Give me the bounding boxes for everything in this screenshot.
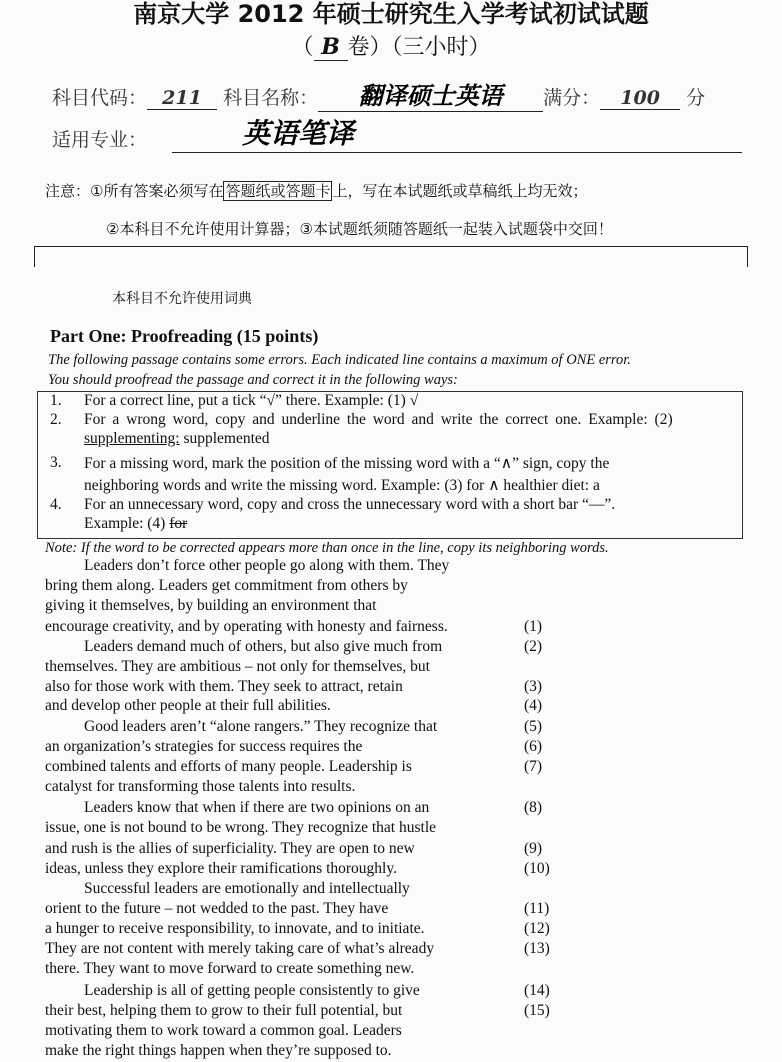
no-dictionary-note: 本科目不允许使用词典 xyxy=(112,291,252,307)
rule-example-rest: supplemented xyxy=(179,430,270,447)
notice-label: 注意： xyxy=(45,182,91,200)
line-number: (8) xyxy=(524,799,543,816)
part-one-intro-2: You should proofread the passage and correct it in the following ways: xyxy=(48,372,458,388)
rule-number: 3. xyxy=(50,454,62,471)
section-divider-box xyxy=(34,246,748,267)
passage-line: and develop other people at their full abilities. xyxy=(45,697,331,714)
passage-line: a hunger to receive responsibility, to innovate, and to initiate. xyxy=(45,920,425,937)
passage-line: catalyst for transforming those talents into results. xyxy=(45,778,356,795)
rule-text: For a missing word, mark the position of the missing word with a “∧” sign, copy the xyxy=(84,455,610,472)
full-score: 100 xyxy=(600,87,680,110)
subject-name-label: 科目名称： xyxy=(223,87,319,109)
passage-line: Successful leaders are emotionally and intellectually xyxy=(84,880,410,897)
passage-line: combined talents and efforts of many people. Leadership is xyxy=(45,758,412,775)
passage-line: an organization’s strategies for success requires the xyxy=(45,738,363,755)
line-number: (2) xyxy=(524,638,543,655)
rule-number: 4. xyxy=(50,496,62,513)
passage-line: issue, one is not bound to be wrong. They recognize that hustle xyxy=(45,819,437,836)
line-number: (12) xyxy=(524,920,550,937)
passage-line: Good leaders aren’t “alone rangers.” They recognize that xyxy=(84,718,438,735)
notice-2: ②本科目不允许使用计算器；③本试题纸须随答题纸一起装入试题袋中交回！ xyxy=(106,220,613,238)
passage-line: also for those work with them. They seek to attract, retain xyxy=(45,678,403,695)
passage-line: giving it themselves, by building an environment that xyxy=(45,597,377,614)
line-number: (7) xyxy=(524,758,543,775)
rule-example-underlined: supplementing: xyxy=(84,430,180,447)
full-score-unit: 分 xyxy=(686,87,706,109)
line-number: (4) xyxy=(524,697,543,714)
line-number: (10) xyxy=(524,860,550,877)
subject-code-label: 科目代码： xyxy=(52,87,148,109)
line-number: (6) xyxy=(524,738,543,755)
subject-row xyxy=(52,76,705,112)
line-number: (14) xyxy=(524,982,550,999)
passage-line: make the right things happen when they’re supposed to. xyxy=(45,1042,392,1059)
rule-text: For an unnecessary word, copy and cross the unnecessary word with a short bar “—”. xyxy=(84,496,616,513)
passage-line: Leadership is all of getting people consistently to give xyxy=(84,982,420,999)
passage-line: their best, helping them to grow to their full potential, but xyxy=(45,1002,403,1019)
major-row xyxy=(52,125,147,152)
full-score-label: 满分： xyxy=(543,87,601,109)
passage-line: motivating them to work toward a common goal. Leaders xyxy=(45,1022,402,1039)
rule-example-struck: for xyxy=(169,515,188,532)
rules-box xyxy=(37,391,743,539)
part-one-title: Part One: Proofreading (15 points) xyxy=(50,326,319,346)
rule-example-prefix: Example: (4) xyxy=(84,515,170,532)
part-one-intro-1: The following passage contains some errors. Each indicated line contains a maximum of ONE error. xyxy=(48,352,631,368)
rule-text-2: neighboring words and write the missing word. Example: (3) for ∧ healthier diet: a xyxy=(84,477,600,494)
paper-type: B xyxy=(314,34,348,61)
passage-line: bring them along. Leaders get commitment from others by xyxy=(45,577,408,594)
rule-number: 2. xyxy=(50,411,62,428)
line-number: (9) xyxy=(524,840,543,857)
rule-4 xyxy=(50,496,616,532)
rule-3 xyxy=(50,454,610,494)
passage-line: Leaders don’t force other people go along with them. They xyxy=(84,557,450,574)
line-number: (3) xyxy=(524,678,543,695)
passage-line: orient to the future – not wedded to the past. They have xyxy=(45,900,389,917)
notice-1-boxed: 答题纸或答题卡 xyxy=(225,182,331,200)
major-value: 英语笔译 xyxy=(172,112,742,153)
passage-line: Leaders know that when if there are two opinions on an xyxy=(84,799,430,816)
rule-text: For a wrong word, copy and underline the word and write the correct one. Example: (2) xyxy=(84,411,673,428)
passage-line: there. They want to move forward to create something new. xyxy=(45,960,415,977)
line-number: (13) xyxy=(524,940,550,957)
paper-prefix: （ xyxy=(291,35,314,60)
notice-1-text-a: ①所有答案必须写在 xyxy=(90,182,224,200)
passage-line: and rush is the allies of superficiality. They are open to new xyxy=(45,840,415,857)
line-number: (11) xyxy=(524,900,550,917)
rule-1 xyxy=(50,392,419,410)
rule-number: 1. xyxy=(50,392,62,409)
notice-1-text-b: 上，写在本试题纸或草稿纸上均无效； xyxy=(332,182,588,200)
passage-line: encourage creativity, and by operating with honesty and fairness. xyxy=(45,618,448,635)
passage-line: themselves. They are ambitious – not only for themselves, but xyxy=(45,658,430,675)
passage-line: Leaders demand much of others, but also give much from xyxy=(84,638,443,655)
line-number: (15) xyxy=(524,1002,550,1019)
line-number: (5) xyxy=(524,718,543,735)
notice-1 xyxy=(45,180,588,201)
part-one-note: Note: If the word to be corrected appears more than once in the line, copy its neighboring words. xyxy=(45,540,609,556)
major-label: 适用专业： xyxy=(52,129,148,151)
passage-line: ideas, unless they explore their ramifications thoroughly. xyxy=(45,860,397,877)
subject-code: 211 xyxy=(147,87,217,110)
subject-name: 翻译硕士英语 xyxy=(318,76,543,112)
line-number: (1) xyxy=(524,618,543,635)
exam-title: 南京大学 2012 年硕士研究生入学考试初试试题 xyxy=(133,0,649,28)
paper-info xyxy=(0,30,782,61)
paper-suffix: 卷）（三小时） xyxy=(347,35,491,60)
passage-line: They are not content with merely taking care of what’s already xyxy=(45,940,435,957)
rule-text: For a correct line, put a tick “√” there. Example: (1) √ xyxy=(84,392,419,409)
rule-2 xyxy=(50,411,740,447)
